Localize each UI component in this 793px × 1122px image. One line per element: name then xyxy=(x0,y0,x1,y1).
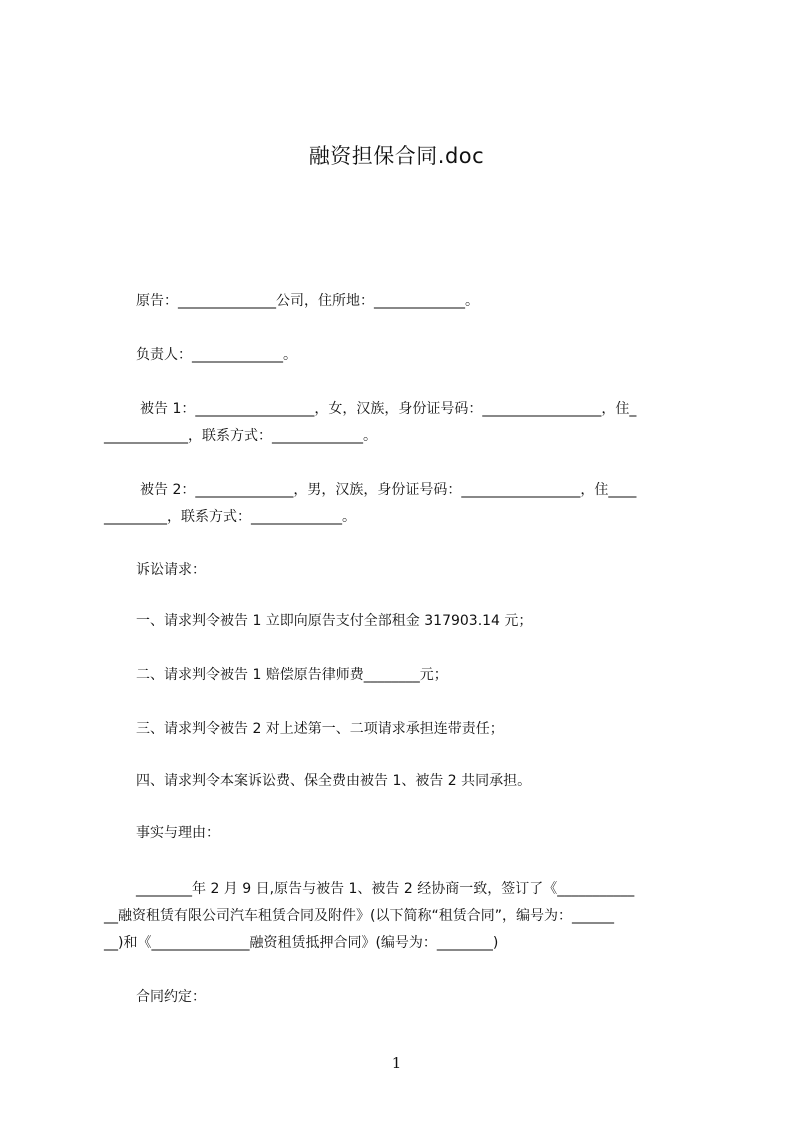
defendant1-line-2: ____________，联系方式：_____________。 xyxy=(104,428,377,444)
defendant2-line-1: 被告 2：______________，男，汉族，身份证号码：_________________，住____ xyxy=(140,482,637,498)
agreement-heading: 合同约定： xyxy=(136,989,206,1005)
plaintiff-line: 原告：______________公司，住所地：_____________。 xyxy=(136,293,479,309)
claims-heading: 诉讼请求： xyxy=(136,562,206,578)
claim-item-3: 三、请求判令被告 2 对上述第一、二项请求承担连带责任； xyxy=(136,721,504,737)
responsible-person-line: 负责人：_____________。 xyxy=(136,347,297,363)
claim-item-1: 一、请求判令被告 1 立即向原告支付全部租金 317903.14 元； xyxy=(136,613,533,629)
claim-item-4: 四、请求判令本案诉讼费、保全费由被告 1、被告 2 共同承担。 xyxy=(136,773,532,789)
facts-heading: 事实与理由： xyxy=(136,825,220,841)
page-number: 1 xyxy=(391,1054,402,1072)
document-title: 融资担保合同.doc xyxy=(308,144,485,168)
facts-line-1: ________年 2 月 9 日,原告与被告 1、被告 2 经协商一致，签订了《___________ xyxy=(136,881,635,897)
claim-item-2: 二、请求判令被告 1 赔偿原告律师费________元； xyxy=(136,667,448,683)
facts-line-2: __融资租赁有限公司汽车租赁合同及附件》(以下简称“租赁合同”，编号为：______ xyxy=(104,908,614,924)
facts-line-3: __)和《______________融资租赁抵押合同》(编号为：________) xyxy=(104,935,499,951)
defendant2-line-2: _________，联系方式：_____________。 xyxy=(104,509,356,525)
defendant1-line-1: 被告 1：_________________，女，汉族，身份证号码：_________________，住_ xyxy=(140,401,637,417)
